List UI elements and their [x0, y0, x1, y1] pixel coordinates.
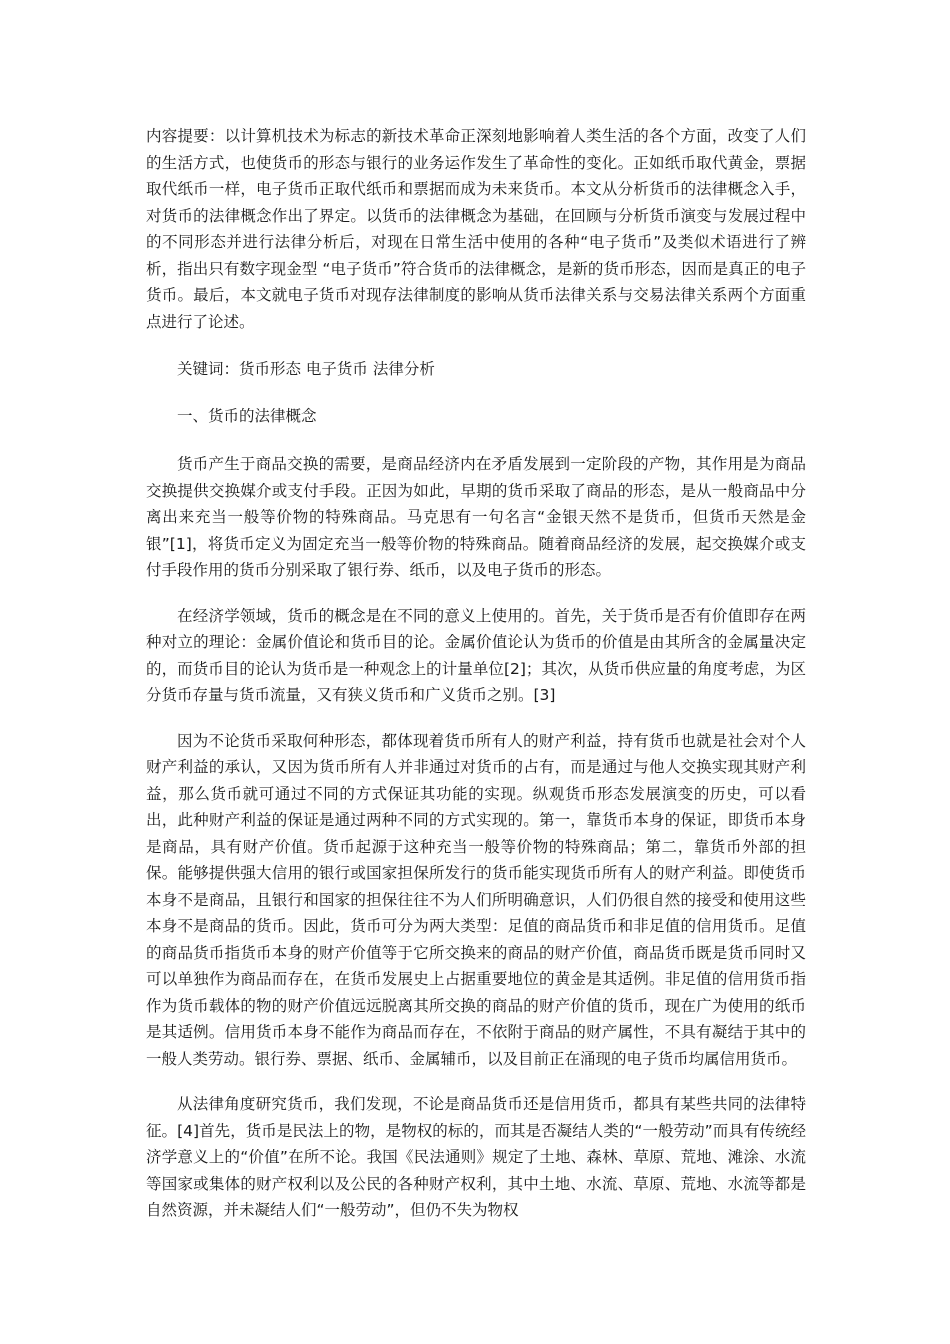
body-paragraph-1: 货币产生于商品交换的需要，是商品经济内在矛盾发展到一定阶段的产物，其作用是为商品交换提供交换媒介或支付手段。正因为如此，早期的货币采取了商品的形态，是从一般商品中分离出来充当一般等价物的特殊商品。马克思有一句名言“金银天然不是货币，但货币天然是金银”[1]，将货币定义为固定充当一般等价物的特殊商品。随着商品经济的发展，起交换媒介或支付手段作用的货币分别采取了银行券、纸币，以及电子货币的形态。 [146, 455, 806, 579]
body-paragraph-4: 从法律角度研究货币，我们发现，不论是商品货币还是信用货币，都具有某些共同的法律特征。[4]首先，货币是民法上的物，是物权的标的，而其是否凝结人类的“一般劳动”而具有传统经济学意义上的“价值”在所不论。我国《民法通则》规定了土地、森林、草原、荒地、滩涂、水流等国家或集体的财产权利以及公民的各种财产权利，其中土地、水流、草原、荒地、水流等都是自然资源，并未凝结人们“一般劳动”，但仍不失为物权 [146, 1095, 806, 1219]
abstract-paragraph: 内容提要：以计算机技术为标志的新技术革命正深刻地影响着人类生活的各个方面，改变了人们的生活方式，也使货币的形态与银行的业务运作发生了革命性的变化。正如纸币取代黄金，票据取代纸币一样，电子货币正取代纸币和票据而成为未来货币。本文从分析货币的法律概念入手，对货币的法律概念作出了界定。以货币的法律概念为基础，在回顾与分析货币演变与发展过程中的不同形态并进行法律分析后，对现在日常生活中使用的各种“电子货币”及类似术语进行了辨析，指出只有数字现金型 “电子货币”符合货币的法律概念，是新的货币形态，因而是真正的电子货币。最后，本文就电子货币对现存法律制度的影响从货币法律关系与交易法律关系两个方面重点进行了论述。 [146, 127, 806, 331]
body-paragraph-3: 因为不论货币采取何种形态，都体现着货币所有人的财产利益，持有货币也就是社会对个人财产利益的承认，又因为货币所有人并非通过对货币的占有，而是通过与他人交换实现其财产利益，那么货币就可通过不同的方式保证其功能的实现。纵观货币形态发展演变的历史，可以看出，此种财产利益的保证是通过两种不同的方式实现的。第一，靠货币本身的保证，即货币本身是商品，具有财产价值。货币起源于这种充当一般等价物的特殊商品；第二，靠货币外部的担保。能够提供强大信用的银行或国家担保所发行的货币能实现货币所有人的财产利益。即使货币本身不是商品，且银行和国家的担保往往不为人们所明确意识，人们仍很自然的接受和使用这些本身不是商品的货币。因此，货币可分为两大类型：足值的商品货币和非足值的信用货币。足值的商品货币指货币本身的财产价值等于它所交换来的商品的财产价值，商品货币既是货币同时又可以单独作为商品而存在，在货币发展史上占据重要地位的黄金是其适例。非足值的信用货币指作为货币载体的物的财产价值远远脱离其所交换的商品的财产价值的货币，现在广为使用的纸币是其适例。信用货币本身不能作为商品而存在，不依附于商品的财产属性，不具有凝结于其中的一般人类劳动。银行券、票据、纸币、金属辅币，以及目前正在涌现的电子货币均属信用货币。 [146, 731, 806, 1068]
section-heading: 一、货币的法律概念 [177, 406, 317, 425]
document-page [146, 123, 806, 1224]
keywords-line: 关键词：货币形态 电子货币 法律分析 [177, 360, 435, 378]
body-paragraph-2: 在经济学领域，货币的概念是在不同的意义上使用的。首先，关于货币是否有价值即存在两种对立的理论：金属价值论和货币目的论。金属价值论认为货币的价值是由其所含的金属量决定的，而货币目的论认为货币是一种观念上的计量单位[2]；其次，从货币供应量的角度考虑，为区分货币存量与货币流量，又有狭义货币和广义货币之别。[3] [146, 606, 806, 704]
